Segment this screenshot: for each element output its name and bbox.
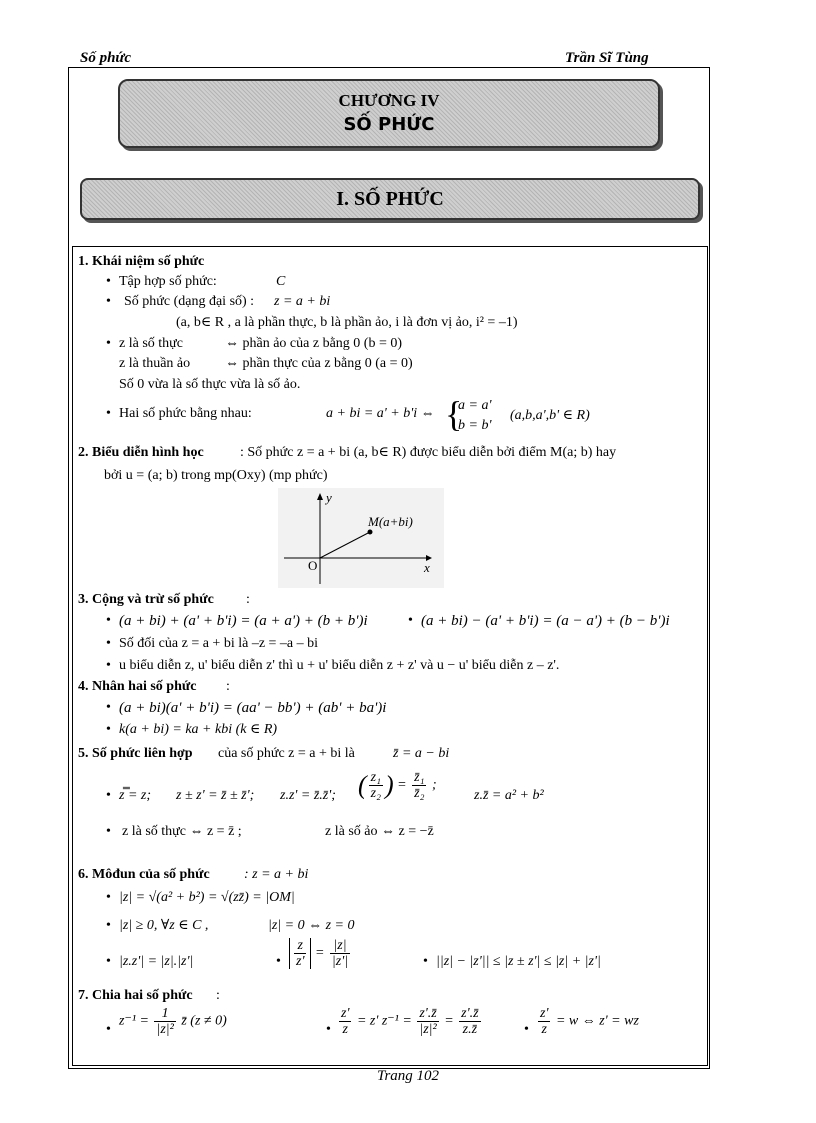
- s3-opp: Số đối của z = a + bi là –z = –a – bi: [119, 636, 319, 651]
- s1-title: 1. Khái niệm số phức: [78, 254, 205, 269]
- s7-d1: [119, 1006, 227, 1037]
- s1-imag-a: z là thuần ảo: [119, 356, 191, 371]
- s6-m3c: ||z| − |z'|| ≤ |z ± z'| ≤ |z| + |z'|: [436, 954, 601, 969]
- s4-scal: k(a + bi) = ka + kbi (k ∈ R): [119, 722, 278, 737]
- bullet: •: [106, 406, 111, 421]
- s1-real-a: z là số thực: [119, 336, 183, 351]
- s7-d2-f2num: z'.z̄: [461, 1006, 479, 1021]
- s7-d2-f1num: z'.z̄: [419, 1006, 437, 1021]
- system-brace: {: [445, 394, 463, 434]
- s6-m3b-rden: |z'|: [331, 954, 349, 969]
- s5-imag: z là số ảo ⇔ z = −z̄: [325, 824, 434, 839]
- s7-d2-lnum: z': [341, 1006, 350, 1021]
- s3-sub: (a + bi) − (a' + b'i) = (a − a') + (b − b')i: [421, 613, 670, 629]
- s7-d1-lhs: z⁻¹ =: [119, 1013, 149, 1029]
- bullet: •: [106, 636, 111, 651]
- s5-conj: z̄ = a − bi: [393, 746, 450, 761]
- s5-text: của số phức z = a + bi là: [218, 746, 355, 761]
- header-right: Trần Sĩ Tùng: [565, 50, 649, 66]
- s5-p1: z̿ = z;: [119, 788, 152, 803]
- s6-text: : z = a + bi: [244, 867, 309, 882]
- bullet: •: [423, 954, 428, 969]
- point-m: [368, 530, 373, 535]
- bullet: •: [106, 274, 111, 289]
- s1-form-label: Số phức (dạng đại số) :: [124, 294, 255, 309]
- s1-equal-sys2: b = b': [458, 418, 492, 433]
- s2-text2: bởi u = (a; b) trong mp(Oxy) (mp phức): [104, 468, 328, 483]
- s4-title: 4. Nhân hai số phức: [78, 679, 197, 694]
- s7-d1-rhs: z̄ (z ≠ 0): [181, 1013, 227, 1029]
- s5-p4: ( $\frac{\text{z₁}}{\text{z₂}}$ ) = $\frac{\text{z̄₁}}{\text{z̄₂}}$ ;: [358, 770, 437, 801]
- s2-title: 2. Biểu diễn hình học: [78, 445, 204, 460]
- s1-form-note: (a, b∈ R , a là phần thực, b là phần ảo, i là đơn vị ảo, i² = –1): [176, 315, 518, 330]
- fig-x-label: x: [424, 560, 430, 575]
- bullet: •: [524, 1022, 529, 1037]
- s5-p4-rnum: z̄₁: [414, 770, 425, 785]
- s5-p5: z.z̄ = a² + b²: [474, 788, 544, 803]
- header-left: Số phức: [80, 50, 132, 66]
- bullet: •: [106, 336, 111, 351]
- s4-mul: (a + bi)(a' + b'i) = (aa' − bb') + (ab' + ba')i: [119, 700, 387, 716]
- bullet: •: [106, 918, 111, 933]
- s1-equal-sys1: a = a': [458, 398, 492, 413]
- figure-background: [278, 488, 444, 588]
- s6-m3b: $\frac{z}{z'}$ = $\frac{|z|}{|z'|}$: [289, 938, 352, 969]
- s1-real-b: ⇔ phần ảo của z bằng 0 (b = 0): [225, 336, 403, 351]
- s7-d2-f1den: |z|²: [419, 1022, 437, 1037]
- s5-p3: z.z' = z̄.z̄';: [280, 788, 336, 803]
- s7-colon: :: [216, 988, 220, 1003]
- s5-p4-rden: z̄₂: [414, 786, 425, 801]
- s6-m2a: |z| ≥ 0, ∀z ∈ C ,: [119, 918, 209, 933]
- s6-m3a: |z.z'| = |z|.|z'|: [119, 954, 194, 969]
- bullet: •: [106, 700, 111, 715]
- s6-m3b-lden: z': [296, 954, 305, 969]
- s1-form-eq: z = a + bi: [274, 294, 331, 309]
- s3-vec: u biểu diễn z, u' biểu diễn z' thì u + u' biểu diễn z + z' và u − u' biểu diễn z – z'.: [119, 658, 560, 673]
- s5-title: 5. Số phức liên hợp: [78, 746, 193, 761]
- s2-text1: : Số phức z = a + bi (a, b∈ R) được biểu diễn bởi điểm M(a; b) hay: [240, 445, 617, 460]
- s7-d3: [536, 1006, 639, 1037]
- bullet: •: [106, 294, 111, 309]
- s1-equal-cond: (a,b,a',b' ∈ R): [510, 408, 590, 423]
- s3-add: (a + bi) + (a' + b'i) = (a + a') + (b + b')i: [119, 613, 368, 629]
- bullet: •: [106, 788, 111, 803]
- s1-equal-lhs: a + bi = a' + b'i ⇔: [326, 406, 435, 421]
- chapter-banner: [118, 79, 660, 148]
- fig-m-label: M(a+bi): [368, 514, 413, 529]
- bullet: •: [408, 613, 413, 628]
- bullet: •: [106, 824, 111, 839]
- s4-colon: :: [226, 679, 230, 694]
- s7-d3-rhs: = w ⇔ z' = wz: [555, 1013, 639, 1029]
- s7-d2: $\frac{z'}{z}$ = z' z⁻¹ = $\frac{z'.z̄}{\text{|z|²}}$ = $\frac{z'.z̄}{z.z̄}$: [341, 1006, 479, 1037]
- s6-m3b-rnum: |z|: [330, 938, 350, 954]
- page-number: Trang 102: [376, 1068, 440, 1084]
- bullet: •: [326, 1022, 331, 1037]
- bullet: •: [276, 954, 281, 969]
- s1-equal-label: Hai số phức bằng nhau:: [119, 406, 252, 421]
- s7-d1-den: |z|²: [156, 1022, 174, 1037]
- s6-title: 6. Môđun của số phức: [78, 867, 210, 882]
- bullet: •: [106, 890, 111, 905]
- s3-colon: :: [246, 592, 250, 607]
- s1-set-symbol: C: [276, 274, 286, 289]
- s1-zero: Số 0 vừa là số thực vừa là số ảo.: [119, 377, 301, 392]
- s5-p4-den: z₂: [370, 786, 381, 801]
- s7-title: 7. Chia hai số phức: [78, 988, 193, 1003]
- bullet: •: [106, 613, 111, 628]
- s7-d3-num: z': [540, 1006, 549, 1021]
- bullet: •: [106, 1022, 111, 1037]
- s6-m1: |z| = √(a² + b²) = √(zz̄) = |OM|: [119, 890, 295, 905]
- s1-set-label: Tập hợp số phức:: [119, 274, 217, 289]
- s6-m3b-lnum: z: [294, 938, 306, 954]
- section-banner: I. SỐ PHỨC: [80, 178, 700, 220]
- s7-d2-f2den: z.z̄: [462, 1022, 478, 1037]
- s7-d1-num: 1: [154, 1006, 175, 1022]
- bullet: •: [106, 722, 111, 737]
- s5-p2: z ± z' = z̄ ± z̄';: [176, 788, 255, 803]
- fig-origin-label: O: [308, 558, 318, 573]
- bullet: •: [106, 954, 111, 969]
- chapter-title: SỐ PHỨC: [343, 114, 435, 135]
- s7-d3-den: z: [541, 1022, 547, 1037]
- complex-plane-figure: [278, 488, 444, 588]
- s5-p4-num: z₁: [370, 770, 381, 785]
- s7-d2-mid: = z' z⁻¹ =: [356, 1013, 412, 1029]
- s1-imag-b: ⇔ phần thực của z bằng 0 (a = 0): [225, 356, 413, 371]
- fig-y-label: y: [326, 490, 332, 505]
- bullet: •: [106, 658, 111, 673]
- s6-m2b: |z| = 0 ⇔ z = 0: [268, 918, 355, 933]
- s5-real: z là số thực ⇔ z = z̄ ;: [122, 824, 242, 839]
- chapter-number: CHƯƠNG IV: [338, 91, 440, 110]
- s7-d2-lden: z: [342, 1022, 348, 1037]
- s3-title: 3. Cộng và trừ số phức: [78, 592, 214, 607]
